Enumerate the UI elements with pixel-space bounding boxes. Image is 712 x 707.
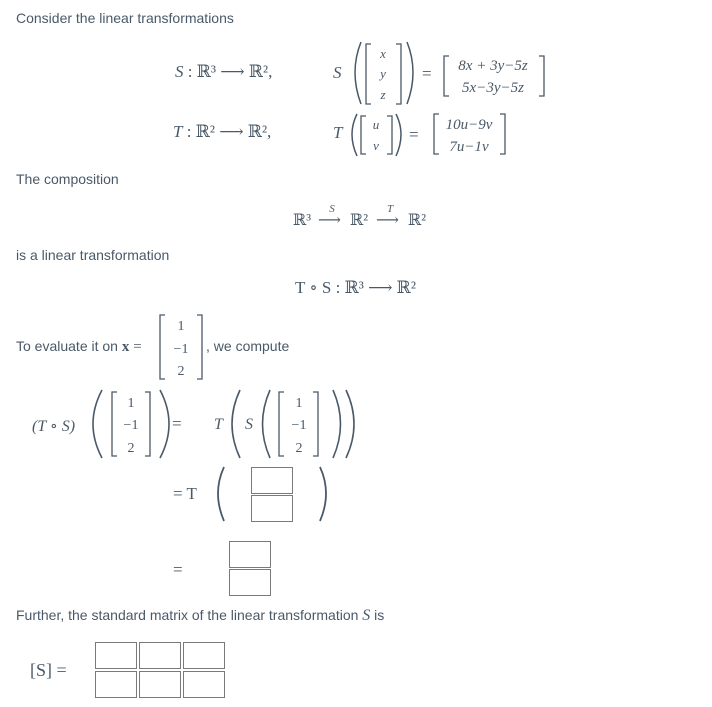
x-vector — [158, 313, 206, 381]
s-formula-name: S — [333, 63, 342, 82]
out-right-bracket — [500, 114, 505, 154]
t-input-u: u — [372, 117, 380, 132]
out-right-bracket — [539, 56, 544, 96]
matrix-entry-1-2[interactable] — [139, 642, 181, 669]
vector-entry-3: 2 — [127, 441, 135, 456]
out-left-bracket — [434, 114, 439, 154]
right-paren — [407, 42, 413, 104]
left-paren — [355, 42, 361, 104]
chain-map-t: T — [386, 203, 394, 215]
equals: = — [172, 414, 182, 433]
s-decl-codomain: ℝ² — [248, 62, 269, 81]
t-output-2: 7u−1v — [449, 139, 489, 155]
evaluate-label: To evaluate it on — [16, 338, 118, 354]
vector-entry-1: 1 — [127, 396, 135, 411]
t-symbol: T — [214, 416, 223, 433]
is-linear-text: is a linear transformation — [16, 247, 170, 263]
s-output-2: 5x−3y−5z — [462, 80, 524, 96]
chain-space-1: ℝ³ — [293, 212, 312, 229]
t-input-v: v — [373, 138, 379, 153]
answer-s-of-x-entry-2[interactable] — [251, 495, 293, 522]
s-input-z: z — [380, 87, 386, 102]
equals: = — [409, 125, 419, 144]
left-bracket — [361, 116, 366, 154]
s-formula — [325, 36, 555, 108]
equals: = — [422, 64, 432, 83]
s-declaration: S : ℝ³ ⟶ ℝ², — [175, 62, 273, 81]
matrix-entry-2-2[interactable] — [139, 671, 181, 698]
composition-text: The composition — [16, 171, 119, 187]
further-text — [16, 607, 384, 625]
further-is: is — [374, 607, 385, 623]
final-equals: = — [173, 560, 183, 579]
intro-text: Consider the linear transformations — [16, 10, 234, 26]
composition-evaluation — [28, 386, 368, 462]
s-decl-name: S — [175, 62, 184, 81]
answer-s-of-x-entry-1[interactable] — [251, 467, 293, 494]
s-input-x: x — [380, 46, 386, 61]
s-symbol: S — [245, 416, 253, 433]
inner-vector-entry-3: 2 — [295, 441, 303, 456]
t-formula-name: T — [333, 123, 343, 142]
further-s-symbol: S — [362, 607, 371, 624]
inner-vector-entry-2: −1 — [291, 418, 307, 433]
equals-t-label: = T — [173, 484, 197, 503]
t-output-1: 10u−9v — [445, 117, 493, 133]
matrix-entry-1-3[interactable] — [183, 642, 225, 669]
t-decl-domain: ℝ² — [195, 122, 215, 141]
out-left-bracket — [444, 56, 449, 96]
x-vector-entry-3: 2 — [177, 364, 185, 379]
composite-label: (T ∘ S) — [32, 418, 76, 435]
x-vector-entry-2: −1 — [173, 342, 189, 357]
t-decl-name: T — [173, 122, 183, 141]
composite-declaration: T ∘ S : ℝ³ ⟶ ℝ² — [295, 278, 416, 297]
answer-result-entry-1[interactable] — [229, 541, 271, 568]
matrix-entry-2-1[interactable] — [95, 671, 137, 698]
t-declaration: T : ℝ² ⟶ ℝ², — [173, 122, 272, 141]
answer-result-entry-2[interactable] — [229, 569, 271, 596]
svg-text:⟶: ⟶ — [376, 212, 399, 229]
x-vector-entry-1: 1 — [177, 319, 185, 334]
s-decl-domain: ℝ³ — [196, 62, 216, 81]
chain-map-s: S — [329, 203, 335, 215]
right-paren — [396, 114, 401, 156]
svg-text:⟶: ⟶ — [318, 212, 341, 229]
t-formula — [325, 108, 525, 160]
right-bracket — [396, 44, 401, 104]
inner-vector-entry-1: 1 — [295, 396, 303, 411]
left-paren — [352, 114, 357, 156]
evaluate-text: To evaluate it on x = — [16, 338, 142, 355]
matrix-entry-1-1[interactable] — [95, 642, 137, 669]
matrix-entry-2-3[interactable] — [183, 671, 225, 698]
matrix-label: [S] = — [30, 660, 67, 680]
s-output-1: 8x + 3y−5z — [458, 58, 528, 74]
chain-space-2: ℝ² — [350, 212, 369, 229]
further-label: Further, the standard matrix of the linear transformation — [16, 607, 359, 623]
vector-entry-2: −1 — [123, 418, 139, 433]
right-bracket — [387, 116, 392, 154]
s-input-y: y — [380, 66, 386, 81]
t-decl-codomain: ℝ² — [247, 122, 268, 141]
x-symbol: x — [121, 339, 130, 355]
left-bracket — [366, 44, 371, 104]
composition-chain — [290, 198, 440, 232]
we-compute-text: , we compute — [206, 338, 290, 354]
chain-space-3: ℝ² — [408, 212, 427, 229]
